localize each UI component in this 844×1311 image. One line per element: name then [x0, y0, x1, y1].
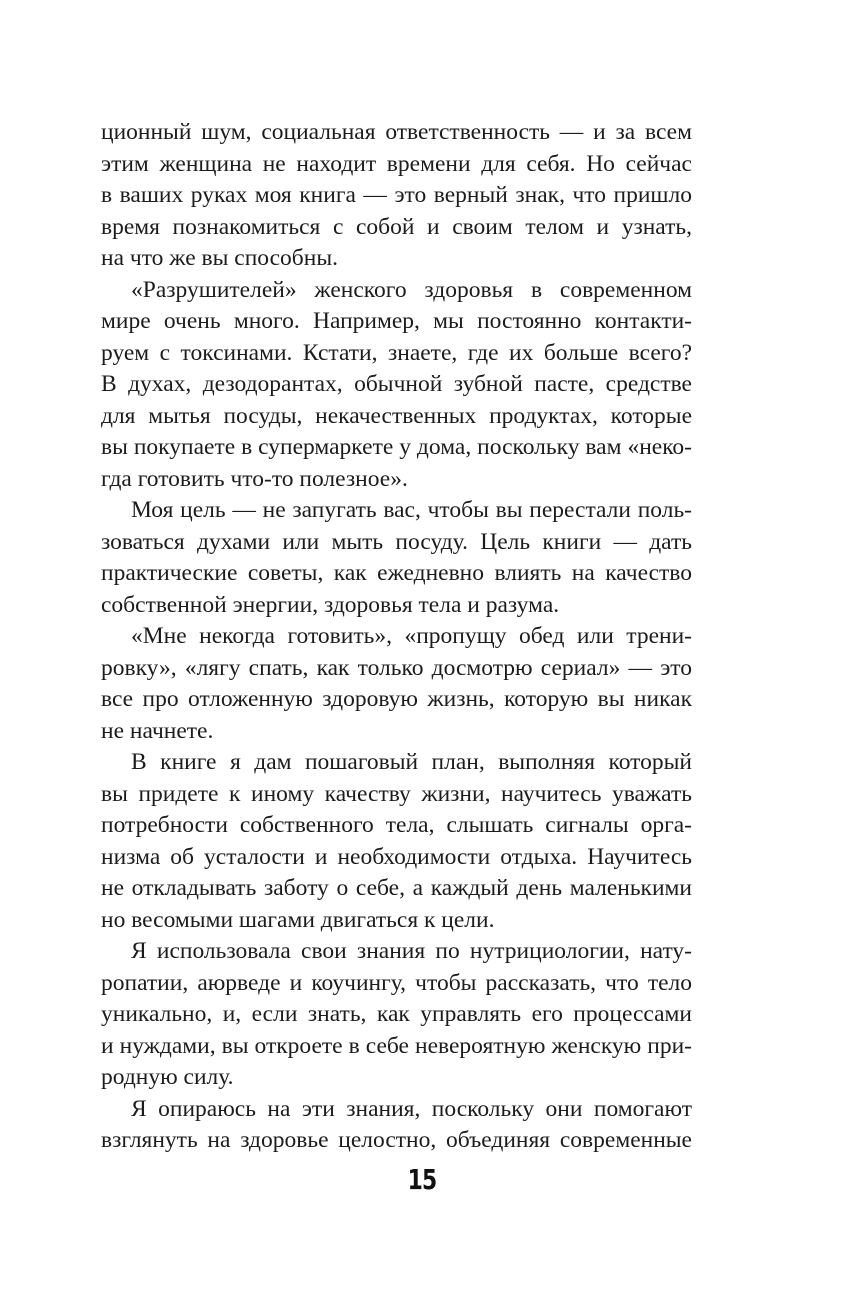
text-line: Я опираюсь на эти знания, поскольку они помогают: [131, 1095, 692, 1122]
text-line: руем с токсинами. Кстати, знаете, где их больше всего?: [101, 339, 692, 366]
text-line: гда готовить что-то полезное».: [101, 465, 408, 492]
body-text: [101, 117, 692, 1157]
text-line: В духах, дезодорантах, обычной зубной пасте, средстве: [101, 371, 692, 397]
text-line: потребности собственного тела, слышать сигналы орга-: [101, 812, 692, 838]
paragraph-5: [101, 747, 692, 936]
paragraph-6: [101, 936, 692, 1094]
text-line: вы покупаете в супермаркете у дома, поскольку вам «неко-: [101, 434, 692, 460]
text-line: ционный шум, социальная ответственность — и за всем: [101, 119, 692, 145]
paragraph-1: [101, 117, 692, 275]
paragraph-3: [101, 495, 692, 621]
paragraph-4: [101, 621, 692, 747]
text-line: практические советы, как ежедневно влиять на качество: [101, 560, 692, 586]
text-line: уникально, и, если знать, как управлять его процессами: [101, 1001, 692, 1027]
text-line: и нуждами, вы откроете в себе невероятную женскую при-: [101, 1032, 692, 1059]
text-line: для мытья посуды, некачественных продуктах, которые: [101, 402, 692, 429]
text-line: В книге я дам пошаговый план, выполняя который: [131, 749, 692, 775]
text-line: Я использовала свои знания по нутрициологии, нату-: [131, 938, 692, 964]
text-line: ровку», «лягу спать, как только досмотрю сериал» — это: [101, 654, 692, 681]
text-line: вы придете к иному качеству жизни, научитесь уважать: [101, 780, 692, 807]
text-line: «Мне некогда готовить», «пропущу обед или трени-: [131, 623, 692, 649]
text-line: все про отложенную здоровую жизнь, которую вы никак: [101, 686, 692, 712]
text-line: этим женщина не находит времени для себя. Но сейчас: [101, 150, 692, 177]
text-line: не начнете.: [101, 717, 214, 744]
text-line: не откладывать заботу о себе, а каждый день маленькими: [101, 875, 692, 901]
text-line: мире очень много. Например, мы постоянно контакти-: [101, 308, 692, 334]
text-line: время познакомиться с собой и своим телом и узнать,: [101, 213, 692, 240]
text-line: родную силу.: [101, 1064, 234, 1090]
paragraph-2: [101, 275, 692, 496]
text-line: собственной энергии, здоровья тела и разума.: [101, 591, 560, 618]
page-number: 15: [407, 1163, 437, 1196]
text-line: низма об усталости и необходимости отдыха. Научитесь: [101, 843, 692, 870]
text-line: в ваших руках моя книга — это верный знак, что пришло: [101, 182, 692, 208]
text-line: но весомыми шагами двигаться к цели.: [101, 906, 495, 933]
text-line: взглянуть на здоровье целостно, объединяя современные: [101, 1127, 692, 1153]
text-line: «Разрушителей» женского здоровья в современном: [131, 276, 692, 303]
paragraph-7: [101, 1094, 692, 1157]
text-line: Моя цель — не запугать вас, чтобы вы перестали поль-: [131, 497, 692, 523]
text-line: ропатии, аюрведе и коучингу, чтобы рассказать, что тело: [101, 969, 692, 996]
text-line: на что же вы способны.: [101, 245, 338, 271]
text-line: зоваться духами или мыть посуду. Цель книги — дать: [101, 528, 692, 555]
